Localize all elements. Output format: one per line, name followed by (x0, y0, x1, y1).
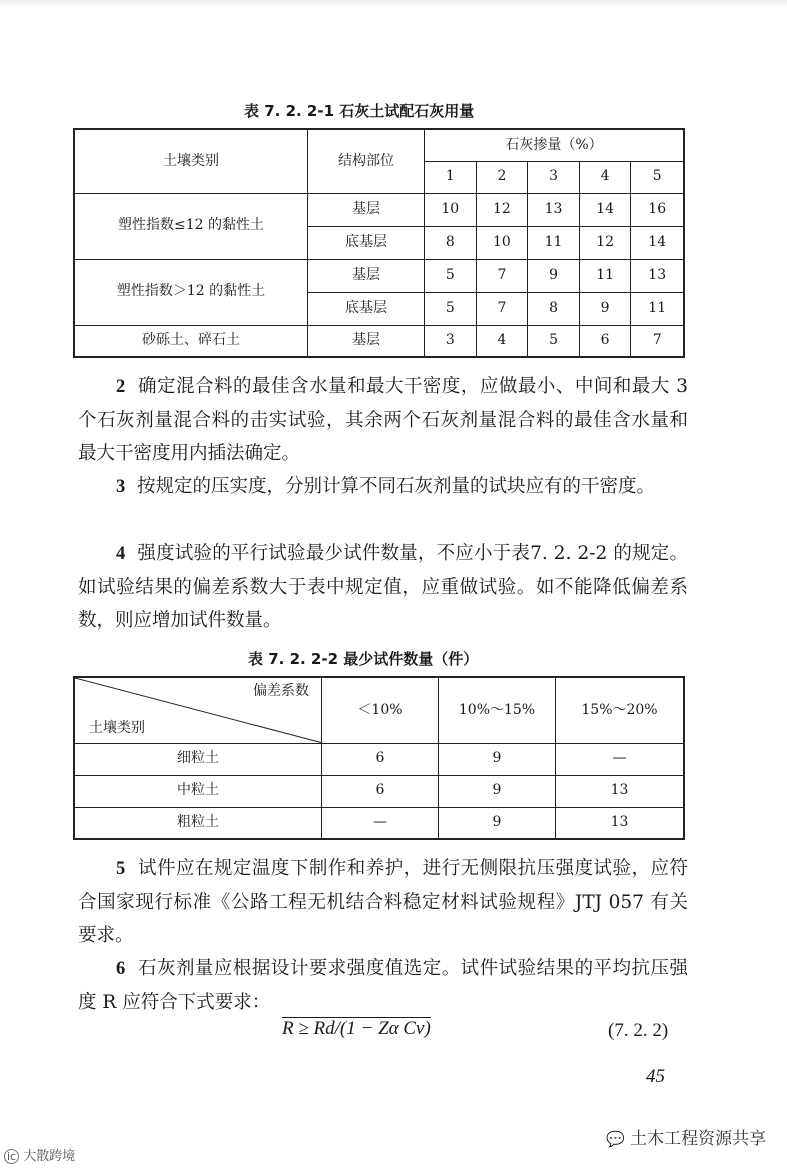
paragraph-text: 石灰剂量应根据设计要求强度值选定。试件试验结果的平均抗压强度 R 应符合下式要求： (78, 958, 688, 1013)
corner-bottom-label: 土壤类别 (89, 720, 145, 737)
watermark-left-text: 大散跨境 (23, 1149, 76, 1164)
paragraph-text: 按规定的压实度，分别计算不同石灰剂量的试块应有的干密度。 (137, 476, 656, 497)
soil-cell: 细粒土 (74, 743, 322, 775)
header-dose-1: 1 (425, 161, 477, 193)
soil-cell: 砂砾土、碎石土 (74, 325, 308, 357)
table-row (74, 325, 684, 357)
value-cell: 9 (528, 259, 580, 292)
part-cell: 底基层 (308, 292, 425, 325)
formula-number: (7. 2. 2) (608, 1020, 669, 1041)
value-cell: 13 (528, 193, 580, 226)
watermark-left (4, 1145, 75, 1164)
value-cell: 8 (425, 226, 477, 259)
value-cell: 9 (439, 743, 556, 775)
part-cell: 基层 (308, 193, 425, 226)
formula (282, 1018, 431, 1040)
paragraph-text: 确定混合料的最佳含水量和最大干密度，应做最小、中间和最大 3 个石灰剂量混合料的击实试验，其余两个石灰剂量混合料的最佳含水量和最大干密度用内插法确定。 (78, 376, 689, 464)
value-cell: 5 (425, 292, 477, 325)
paragraph-2 (78, 370, 688, 470)
value-cell: 6 (322, 743, 439, 775)
corner-header (74, 677, 322, 743)
logo-icon: ic (4, 1149, 19, 1164)
paragraph-3 (78, 470, 688, 504)
value-cell: — (556, 743, 685, 775)
table1-caption: 表 7. 2. 2-1 石灰土试配石灰用量 (244, 102, 475, 120)
table-row (74, 775, 684, 807)
value-cell: 9 (439, 807, 556, 839)
value-cell: 11 (631, 292, 684, 325)
corner-top-label: 偏差系数 (253, 683, 309, 699)
watermark-right (606, 1124, 766, 1149)
value-cell: 13 (556, 807, 685, 839)
wechat-icon: 💬 (606, 1130, 625, 1148)
min-specimen-table (73, 676, 685, 840)
header-part: 结构部位 (308, 129, 425, 193)
value-cell: 9 (439, 775, 556, 807)
value-cell: 11 (528, 226, 580, 259)
paragraph-4 (78, 537, 688, 637)
header-dose-4: 4 (579, 161, 631, 193)
header-dose-2: 2 (476, 161, 528, 193)
watermark-right-text: 土木工程资源共享 (630, 1129, 767, 1149)
table-row (74, 807, 684, 839)
value-cell: 10 (476, 226, 528, 259)
table-row (74, 193, 684, 226)
soil-cell: 粗粒土 (74, 807, 322, 839)
part-cell: 底基层 (308, 226, 425, 259)
value-cell: 8 (528, 292, 580, 325)
value-cell: 9 (579, 292, 631, 325)
soil-cell: 塑性指数＞12 的黏性土 (74, 259, 308, 325)
paragraph-number: 4 (116, 544, 126, 564)
paragraph-text: 强度试验的平行试验最少试件数量，不应小于表7. 2. 2-2 的规定。如试验结果的偏差系数大于表中规定值，应重做试验。如不能降低偏差系数，则应增加试件数量。 (78, 543, 688, 631)
header-dose-3: 3 (528, 161, 580, 193)
value-cell: 14 (631, 226, 684, 259)
paragraph-number: 2 (116, 377, 126, 397)
table-row (74, 259, 684, 292)
value-cell: 7 (476, 259, 528, 292)
part-cell: 基层 (308, 325, 425, 357)
paragraph-number: 5 (116, 859, 126, 879)
value-cell: 6 (579, 325, 631, 357)
page-top-edge (0, 0, 787, 8)
soil-cell: 塑性指数≤12 的黏性土 (74, 193, 308, 259)
value-cell: 4 (476, 325, 528, 357)
table-row (74, 743, 684, 775)
value-cell: — (322, 807, 439, 839)
value-cell: 14 (579, 193, 631, 226)
value-cell: 7 (476, 292, 528, 325)
value-cell: 6 (322, 775, 439, 807)
header-dose-5: 5 (631, 161, 684, 193)
value-cell: 7 (631, 325, 684, 357)
paragraph-number: 3 (116, 477, 126, 497)
header-soil: 土壤类别 (74, 129, 308, 193)
soil-cell: 中粒土 (74, 775, 322, 807)
value-cell: 5 (528, 325, 580, 357)
column-header: 10%～15% (439, 677, 556, 743)
paragraph-text: 试件应在规定温度下制作和养护，进行无侧限抗压强度试验，应符合国家现行标准《公路工程无机结合料稳定材料试验规程》JTJ 057 有关要求。 (78, 858, 688, 946)
column-header: ＜10% (322, 677, 439, 743)
lime-dosage-table (73, 128, 685, 358)
value-cell: 10 (425, 193, 477, 226)
value-cell: 12 (476, 193, 528, 226)
value-cell: 13 (556, 775, 685, 807)
value-cell: 12 (579, 226, 631, 259)
value-cell: 13 (631, 259, 684, 292)
paragraph-6 (78, 952, 688, 1019)
value-cell: 11 (579, 259, 631, 292)
table2-caption: 表 7. 2. 2-2 最少试件数量（件） (248, 650, 479, 668)
column-header: 15%～20% (556, 677, 685, 743)
value-cell: 3 (425, 325, 477, 357)
formula-expression: R ≥ Rd/(1 − Zα Cv) (282, 1018, 431, 1039)
value-cell: 16 (631, 193, 684, 226)
paragraph-5 (78, 852, 688, 952)
header-dose: 石灰掺量（%） (425, 129, 685, 161)
part-cell: 基层 (308, 259, 425, 292)
paragraph-number: 6 (116, 959, 126, 979)
value-cell: 5 (425, 259, 477, 292)
page-number: 45 (646, 1066, 665, 1087)
